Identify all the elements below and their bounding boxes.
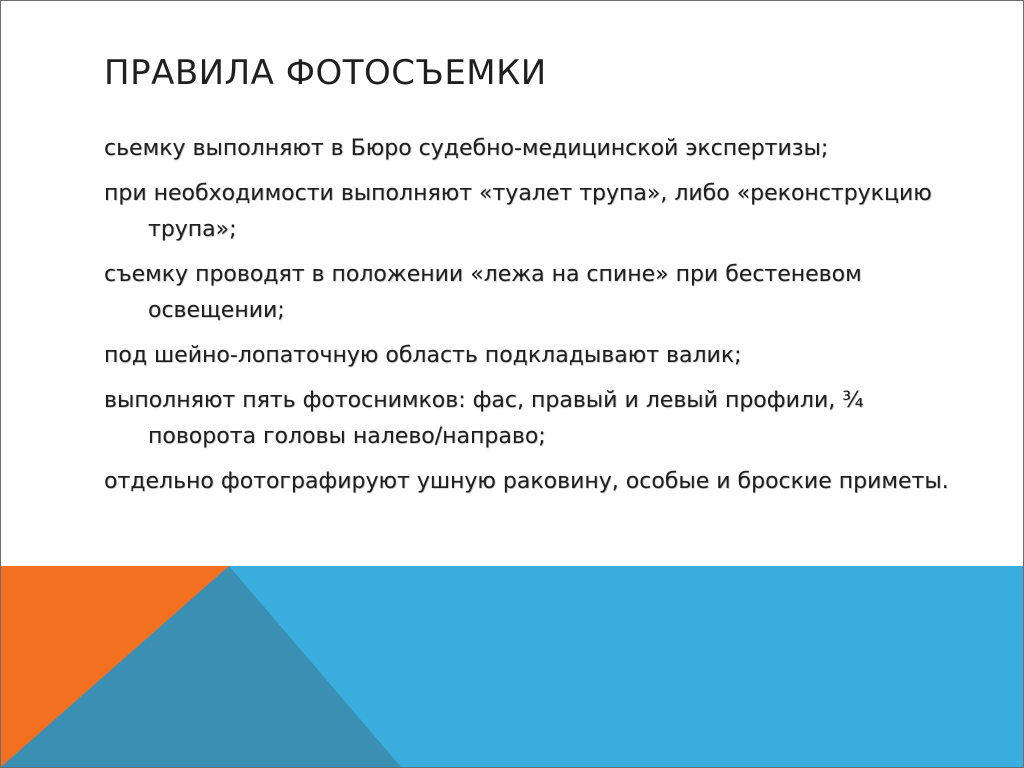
- bullet-item: сьемку выполняют в Бюро судебно-медицинской экспертизы;: [104, 136, 829, 161]
- slide-title: ПРАВИЛА ФОТОСЪЕМКИ: [104, 53, 547, 93]
- bullet-item: выполняют пять фотоснимков: фас, правый и левый профили, ¾ поворота головы налево/направо;: [104, 388, 864, 449]
- bullet-item: при необходимости выполняют «туалет трупа», либо «реконструкцию трупа»;: [104, 181, 932, 242]
- decorative-band: [1, 566, 1023, 767]
- bullet-item: съемку проводят в положении «лежа на спине» при бестеневом освещении;: [104, 262, 862, 323]
- bullet-item: отдельно фотографируют ушную раковину, особые и броские приметы.: [104, 469, 949, 494]
- bullet-list: [104, 131, 964, 509]
- bullet-item: под шейно-лопаточную область подкладывают валик;: [104, 343, 742, 368]
